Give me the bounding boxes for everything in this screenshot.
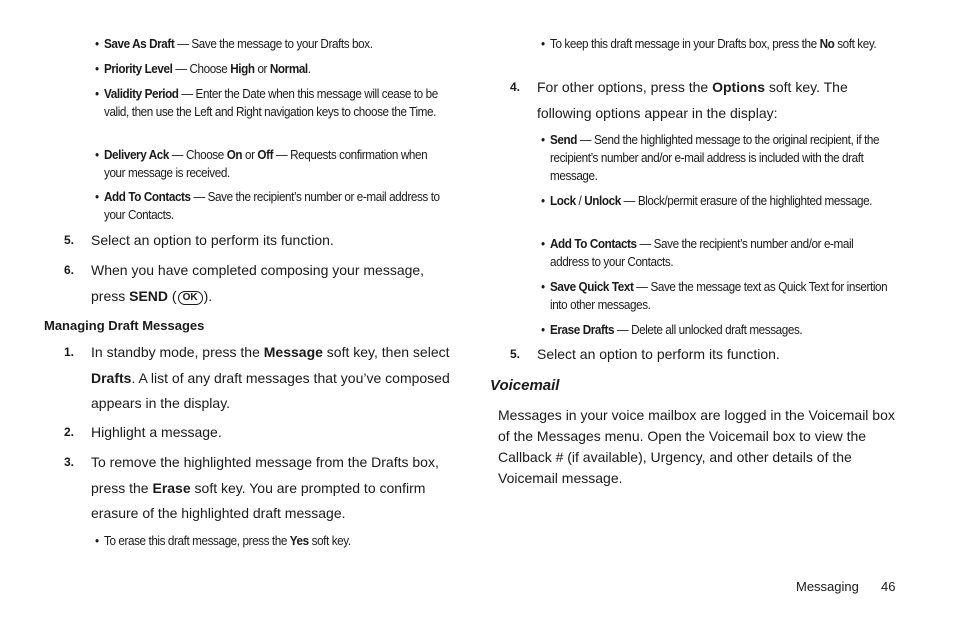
step-4-options: 4. For other options, press the Options soft key. The following options appear in the display: <box>510 79 848 121</box>
step-1-standby-mode: 1. In standby mode, press the Message soft key, then select Drafts. A list of any draft messages that you’ve composed appears in the display. <box>64 344 450 411</box>
ok-key-icon: OK <box>178 291 203 305</box>
step-2-highlight-message: 2. Highlight a message. <box>64 424 222 440</box>
bullet-add-to-contacts: • Add To Contacts — Save the recipient’s number or e-mail address to your Contacts. <box>95 189 440 222</box>
voicemail-paragraph: Messages in your voice mailbox are logged in the Voicemail box of the Messages menu. Open the Voicemail box to view the Callback # (if available), Urgency, and other details of the Voicemail message. <box>498 407 895 486</box>
heading-voicemail: Voicemail <box>490 377 560 394</box>
footer-section-name: Messaging <box>796 579 859 594</box>
step-5-select-option: 5. Select an option to perform its function. <box>64 232 334 248</box>
step-5-right-select-option: 5. Select an option to perform its function. <box>510 346 780 362</box>
bullet-lock-unlock: • Lock / Unlock — Block/permit erasure of the highlighted message. <box>541 193 873 208</box>
bullet-erase-drafts: • Erase Drafts — Delete all unlocked draft messages. <box>541 322 803 337</box>
bullet-validity-period: • Validity Period — Enter the Date when this message will cease to be valid, then use the Left and Right navigation keys to choose the Time. <box>95 86 438 119</box>
bullet-erase-draft-yes: • To erase this draft message, press the Yes soft key. <box>95 533 351 548</box>
heading-managing-draft-messages: Managing Draft Messages <box>44 318 205 333</box>
bullet-dot: • <box>95 36 99 51</box>
bullet-add-to-contacts-right: • Add To Contacts — Save the recipient’s number and/or e-mail address to your Contacts. <box>541 236 854 269</box>
step-6-press-send: 6. When you have completed composing your message, press SEND ( OK ). <box>64 262 425 304</box>
footer-page-number: 46 <box>881 579 896 594</box>
bullet-priority-level: • Priority Level — Choose High or Normal. <box>95 61 311 76</box>
bullet-keep-draft-no: • To keep this draft message in your Drafts box, press the No soft key. <box>541 36 877 51</box>
bullet-delivery-ack: • Delivery Ack — Choose On or Off — Requests confirmation when your message is received. <box>95 147 428 180</box>
step-3-erase-message: 3. To remove the highlighted message from the Drafts box, press the Erase soft key. You are prompted to confirm erasure of the highlighted draft message. <box>64 454 439 521</box>
bullet-save-as-draft: • Save As Draft — Save the message to your Drafts box. <box>95 36 373 51</box>
bullet-save-quick-text: • Save Quick Text — Save the message text as Quick Text for insertion into other messages. <box>541 279 888 312</box>
bullet-send: • Send — Send the highlighted message to the original recipient, if the recipient’s number and/or e-mail address is included with the draft message. <box>541 132 880 183</box>
